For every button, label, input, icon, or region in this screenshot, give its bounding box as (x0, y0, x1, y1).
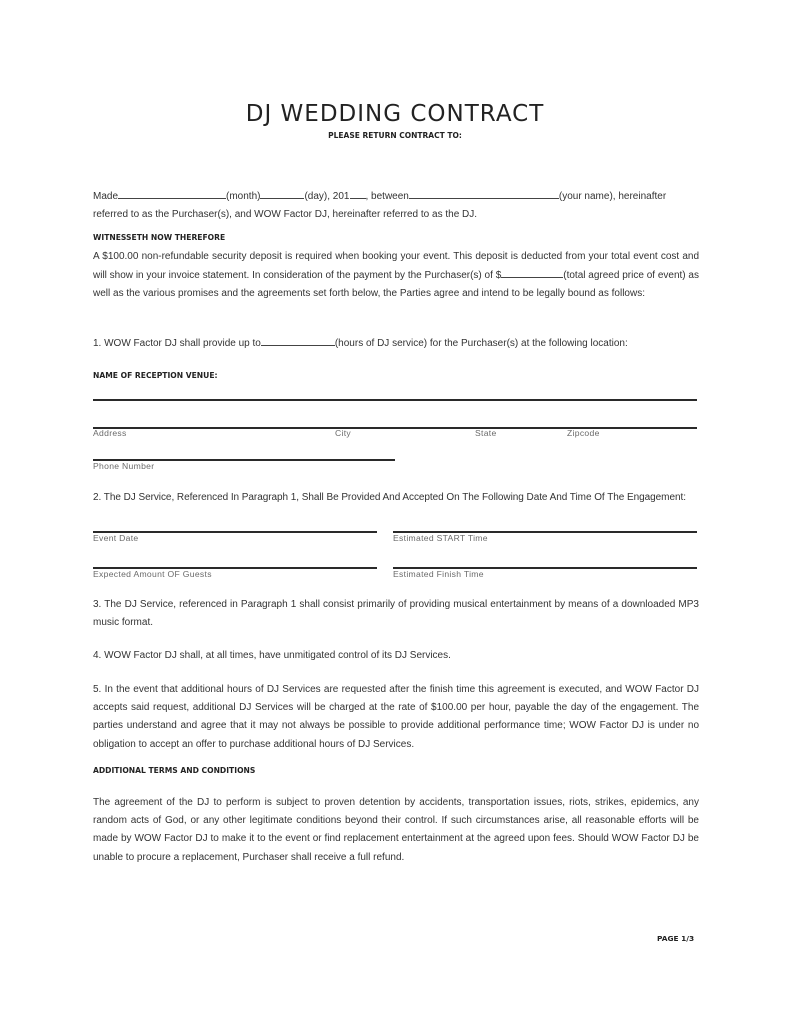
event-date-label: Event Date (93, 533, 139, 543)
made-text: Made (93, 191, 119, 202)
intro-line-2: referred to as the Purchaser(s), and WOW Factor DJ, hereinafter referred to as the DJ. (93, 209, 478, 221)
clause-1-text-end: (hours of DJ service) for the Purchaser(s) at the following location: (334, 338, 628, 349)
intro-paragraph (93, 187, 699, 224)
venue-name-line[interactable] (93, 399, 697, 401)
return-contract-to: PLEASE RETURN CONTRACT TO: (328, 131, 462, 140)
clause-5: 5. In the event that additional hours of DJ Services are requested after the finish time this agreement is executed, and WOW Factor DJ accepts said request, additional DJ Services will be charged at the rate of $100.00 per hour, payable the day of the engagement. The parties understand and agree that it may not always be possible to provide additional performance time; WOW Factor DJ is under no obligation to accept an offer to purchase additional hours of DJ Services. (93, 684, 699, 750)
witnesseth-heading: WITNESSETH NOW THEREFORE (93, 233, 226, 242)
deposit-text: A $100.00 non-refundable security deposit is required when booking your event. This deposit is deducted from your total event cost and will show in your invoice statement. In consideration of the payment by the Purchaser(s) of $ (93, 251, 699, 282)
day-blank[interactable] (260, 187, 304, 199)
between-text: , between (365, 191, 409, 202)
month-label: (month) (226, 191, 261, 202)
your-name-label: (your name), hereinafter (558, 191, 667, 202)
clause-2: 2. The DJ Service, Referenced In Paragraph 1, Shall Be Provided And Accepted On The Following Date And Time Of The Engagement: (93, 492, 686, 503)
state-label: State (475, 428, 497, 438)
year-blank[interactable] (350, 187, 366, 199)
zipcode-label: Zipcode (567, 428, 600, 438)
venue-heading: NAME OF RECEPTION VENUE: (93, 371, 218, 380)
finish-time-label: Estimated Finish Time (393, 569, 484, 579)
clause-4: 4. WOW Factor DJ shall, at all times, have unmitigated control of its DJ Services. (93, 650, 451, 661)
additional-terms-paragraph: The agreement of the DJ to perform is subject to proven detention by accidents, transportation issues, riots, strikes, epidemics, any random acts of God, or any other legitimate conditions beyond their control. If such circumstances arise, all reasonable efforts will be made by WOW Factor DJ to make it to the event or find replacement entertainment at the agreed upon fees. Should WOW Factor DJ be unable to procure a replacement, Purchaser shall receive a full refund. (93, 797, 699, 863)
phone-label: Phone Number (93, 461, 155, 471)
agreement-text: (total agreed price of event) as well as the various promises and the agreements set forth below, the Parties agree and intend to be legally bound as follows: (93, 270, 699, 300)
additional-terms-heading: ADDITIONAL TERMS AND CONDITIONS (93, 766, 256, 775)
witnesseth-paragraph (93, 248, 699, 304)
month-blank[interactable] (118, 187, 226, 199)
hours-blank[interactable] (261, 334, 335, 346)
document-title: DJ WEDDING CONTRACT (245, 101, 545, 127)
your-name-blank[interactable] (409, 187, 559, 199)
page-number: PAGE 1/3 (657, 934, 695, 943)
guests-label: Expected Amount OF Guests (93, 569, 212, 579)
total-price-blank[interactable] (501, 266, 563, 278)
clause-3: 3. The DJ Service, referenced in Paragraph 1 shall consist primarily of providing musical entertainment by means of a downloaded MP3 music format. (93, 599, 699, 629)
address-line[interactable] (93, 427, 697, 429)
start-time-label: Estimated START Time (393, 533, 488, 543)
clause-1 (93, 334, 699, 353)
city-label: City (335, 428, 351, 438)
clause-1-text: 1. WOW Factor DJ shall provide up to (93, 338, 261, 349)
day-label: (day), 201 (304, 191, 350, 202)
address-label: Address (93, 428, 127, 438)
